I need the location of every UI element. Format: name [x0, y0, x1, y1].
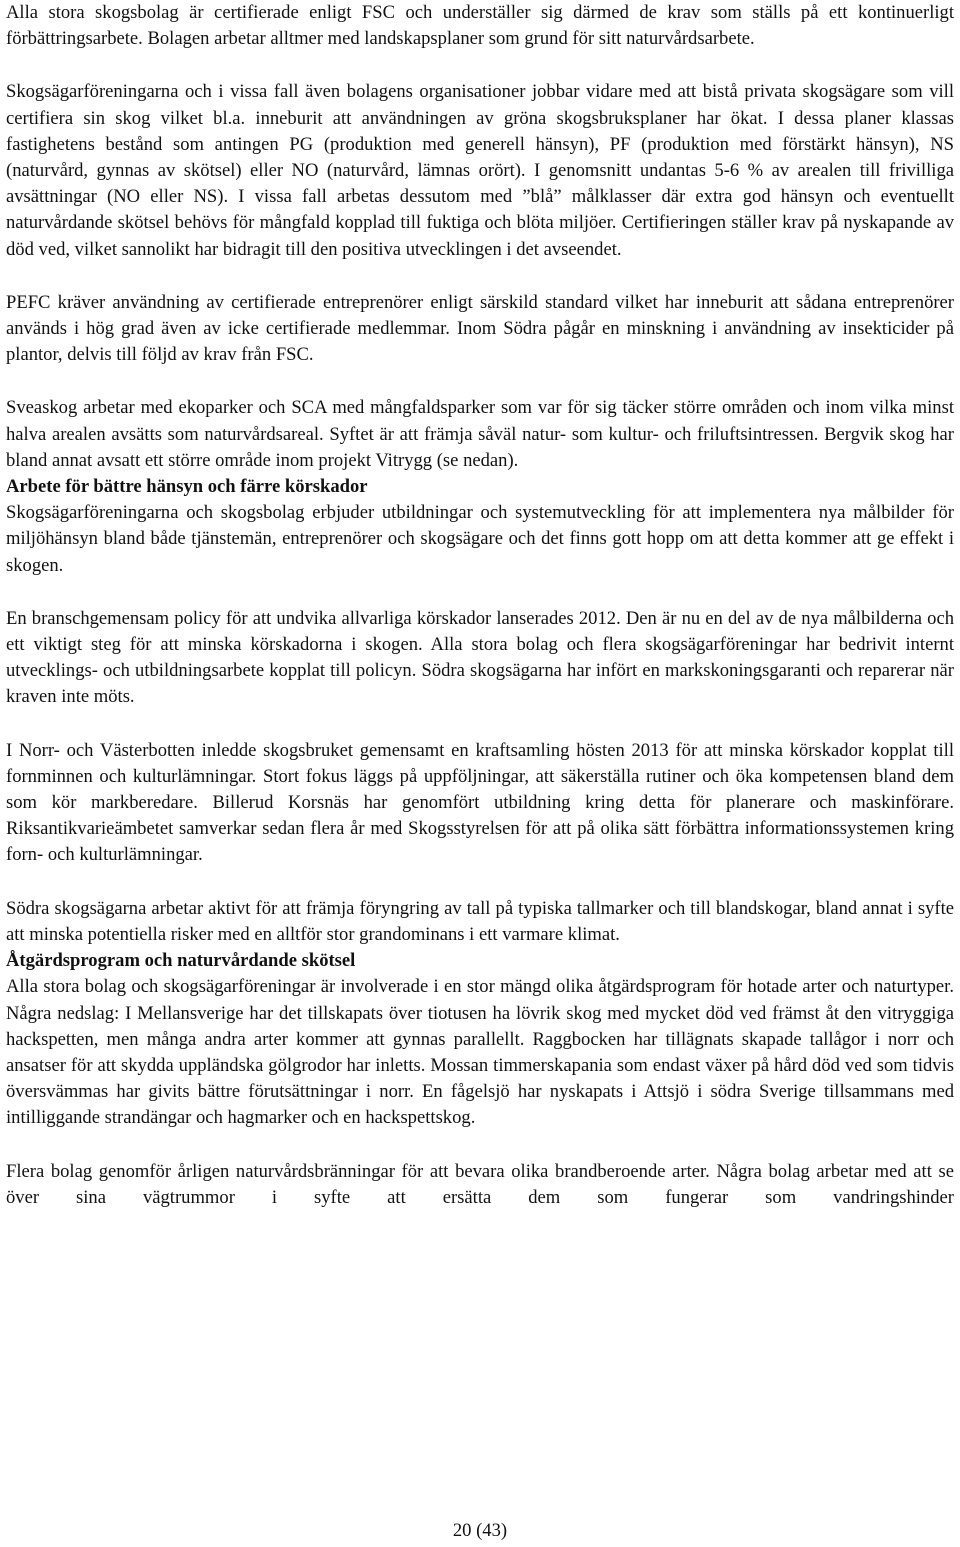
paragraph: En branschgemensam policy för att undvika allvarliga körskador lanserades 2012. Den är nu en del av de nya målbilderna och ett viktigt steg för att minska körskadorna i skogen. Alla stora bolag och flera skogsägarföreningar har bedrivit internt utvecklings- och utbildningsarbete kopplat till policyn. Södra skogsägarna har infört en markskoningsgaranti och reparerar när kraven inte möts.	[6, 607, 954, 708]
paragraph: Alla stora bolag och skogsägarföreningar är involverade i en stor mängd olika åtgärdsprogram för hotade arter och naturtyper. Några nedslag: I Mellansverige har det tillskapats över tiotusen ha lövrik skog med mycket död ved främst åt den vitryggiga hackspetten, men många andra arter kommer att gynnas parallellt. Raggbocken har tillägnats skapade tallågor i norr och ansatser för att skydda uppländska gölgrodor har inletts. Mossan timmerskapania som endast växer på hård död ved som tidvis översvämmas har givits bättre förutsättningar i norr. En fågelsjö har nyskapats i Attsjö i södra Sverige tillsammans med intilliggande strandängar och hagmarker och en hackspettskog.	[6, 976, 954, 1129]
paragraph: PEFC kräver användning av certifierade entreprenörer enligt särskild standard vilket har inneburit att sådana entreprenörer används i hög grad även av icke certifierade medlemmar. Inom Södra pågår en minskning i användning av insekticider på plantor, delvis till följd av krav från FSC.	[6, 291, 954, 366]
paragraph: Skogsägarföreningarna och i vissa fall även bolagens organisationer jobbar vidare med att bistå privata skogsägare som vill certifiera sin skog vilket bl.a. inneburit att användningen av gröna skogsbruksplaner har ökat. I dessa planer klassas fastighetens bestånd som antingen PG (produktion med generell hänsyn), PF (produktion med förstärkt hänsyn), NS (naturvård, gynnas av skötsel) eller NO (naturvård, lämnas orört). I genomsnitt undantas 5-6 % av arealen till frivilliga avsättningar (NO eller NS). I vissa fall arbetas dessutom med ”blå” målklasser där extra god hänsyn och eventuellt naturvårdande skötsel behövs för mångfald kopplad till fuktiga och blöta miljöer. Certifieringen ställer krav på nyskapande av död ved, vilket sannolikt har bidragit till den positiva utvecklingen i det avseendet.	[6, 81, 954, 260]
paragraph: Södra skogsägarna arbetar aktivt för att främja föryngring av tall på typiska tallmarker och till blandskogar, bland annat i syfte att minska potentiella risker med en alltför stor grandominans i ett varmare klimat.	[6, 897, 954, 945]
section-heading: Arbete för bättre hänsyn och färre körskador	[6, 476, 368, 498]
paragraph: I Norr- och Västerbotten inledde skogsbruket gemensamt en kraftsamling hösten 2013 för att minska körskador kopplat till fornminnen och kulturlämningar. Stort fokus läggs på uppföljningar, att säkerställa rutiner och öka kompetensen bland dem som kör markberedare. Billerud Korsnäs har genomfört utbildning kring detta för planerare och maskinförare. Riksantikvarieämbetet samverkar sedan flera år med Skogsstyrelsen för att på olika sätt förbättra informationssystemen kring forn- och kulturlämningar.	[6, 739, 954, 866]
paragraph: Sveaskog arbetar med ekoparker och SCA med mångfaldsparker som var för sig täcker större områden och inom vilka minst halva arealen avsätts som naturvårdsareal. Syftet är att främja såväl natur- som kultur- och friluftsintressen. Bergvik skog har bland annat avsatt ett större område inom projekt Vitrygg (se nedan).	[6, 397, 954, 471]
document-page	[6, 0, 954, 1211]
page-number: 20 (43)	[452, 1520, 508, 1541]
section-heading: Åtgärdsprogram och naturvårdande skötsel	[6, 950, 356, 972]
paragraph: Flera bolag genomför årligen naturvårdsbränningar för att bevara olika brandberoende arter. Några bolag arbetar med att se över sina vägtrummor i syfte att ersätta dem som fungerar som vandringshinder	[6, 1160, 954, 1208]
paragraph: Alla stora skogsbolag är certifierade enligt FSC och underställer sig därmed de krav som ställs på ett kontinuerligt förbättringsarbete. Bolagen arbetar alltmer med landskapsplaner som grund för sitt naturvårdsarbete.	[6, 2, 954, 50]
paragraph: Skogsägarföreningarna och skogsbolag erbjuder utbildningar och systemutveckling för att implementera nya målbilder för miljöhänsyn bland både tjänstemän, entreprenörer och skogsägare och det finns gott hopp om att detta kommer att ge effekt i skogen.	[6, 502, 954, 576]
